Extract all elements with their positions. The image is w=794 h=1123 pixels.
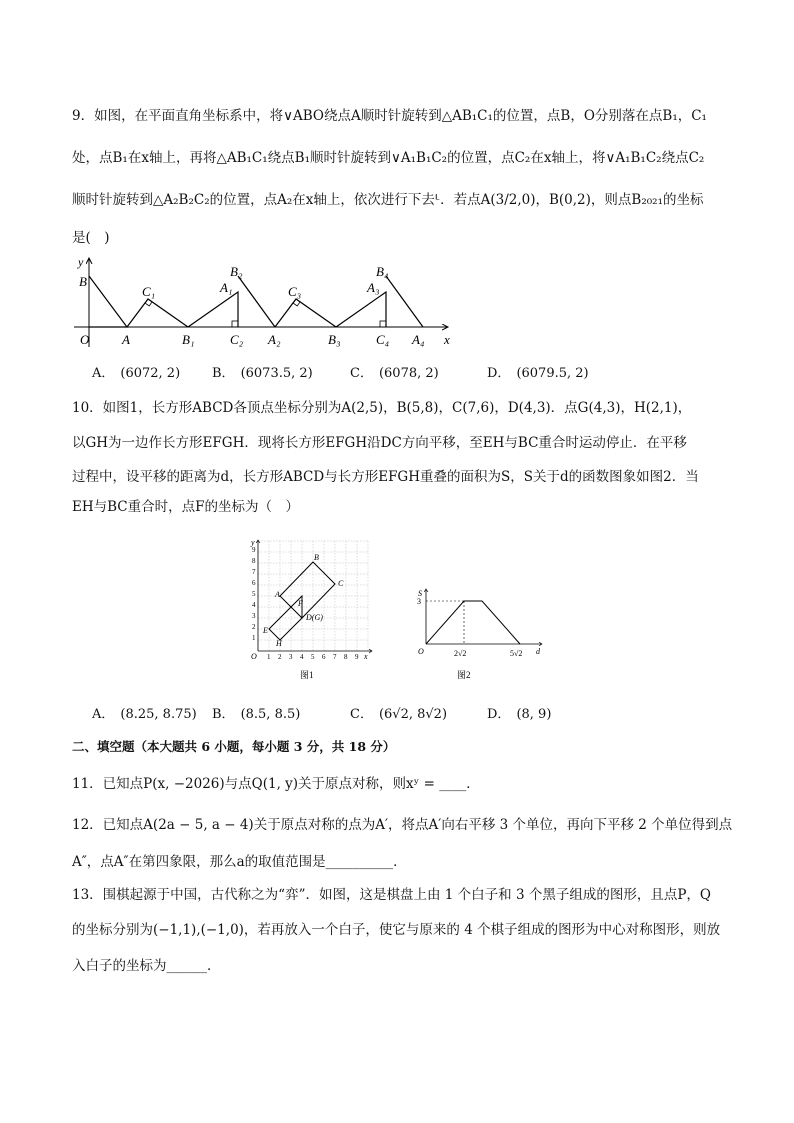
q9-label-C2: C₂ xyxy=(230,332,244,347)
fig1-xtick-1: 1 xyxy=(267,653,271,661)
q9-label-A1: A₁ xyxy=(220,280,233,295)
q11-line: 11．已知点P(x, −2026)与点Q(1, y)关于原点对称，则xʸ = ____． xyxy=(72,776,480,792)
fig1-ytick-3: 3 xyxy=(252,612,256,620)
q10-line-4: EH与BC重合时，点F的坐标为（ ） xyxy=(72,499,299,515)
q9-label-A: A xyxy=(122,332,130,347)
q9-label-A2: A₂ xyxy=(268,332,281,347)
q9-label-C1: C₁ xyxy=(142,284,156,299)
fig1-label-A: A xyxy=(275,590,280,599)
q9-line-3: 顺时针旋转到△A₂B₂C₂的位置，点A₂在x轴上，依次进行下去ᒻ．若点A(3/2,0)，B(0,2)，则点B₂₀₂₁的坐标 xyxy=(72,192,704,208)
fig1-xtick-7: 7 xyxy=(333,653,337,661)
q10-option-c[interactable]: C． (6√2, 8√2) xyxy=(350,707,448,722)
fig1-ytick-7: 7 xyxy=(252,568,256,576)
fig1-label-F: F xyxy=(298,599,303,608)
fig1-xtick-8: 8 xyxy=(344,653,348,661)
q13-line-1: 13．围棋起源于中国，古代称之为“弈”．如图，这是棋盘上由 1 个白子和 3 个黑子组成的图形，且点P，Q xyxy=(72,887,711,903)
triangle-AB1C1 xyxy=(127,299,188,327)
fig1-xtick-6: 6 xyxy=(322,653,326,661)
q9-label-B1: B₁ xyxy=(182,332,195,347)
fig1-label-C: C xyxy=(338,579,344,588)
triangle-A4B4C4 xyxy=(386,276,423,327)
fig1-xtick-4: 4 xyxy=(300,653,304,661)
fig2-label-3: 3 xyxy=(417,597,421,606)
q9-label-O: O xyxy=(80,332,90,347)
fig2-function-graph xyxy=(426,601,520,644)
fig2-caption: 图2 xyxy=(457,670,471,680)
q9-label-B3: B₃ xyxy=(328,332,341,347)
q9-label-x: x xyxy=(444,332,450,347)
fig2-label-5sqrt2: 5√2 xyxy=(510,649,523,658)
q10-line-3: 过程中，设平移的距离为d，长方形ABCD与长方形EFGH重叠的面积为S，S关于d的函数图象如图2．当 xyxy=(72,469,699,485)
fig1-label-B: B xyxy=(314,553,319,562)
fig1-label-O: O xyxy=(251,652,257,661)
fig1-xtick-9: 9 xyxy=(355,653,359,661)
q10-figure-1 xyxy=(244,536,380,682)
q9-option-a[interactable]: A． (6072, 2) xyxy=(92,366,181,381)
q13-line-3: 入白子的坐标为______． xyxy=(72,958,221,974)
fig1-ytick-1: 1 xyxy=(252,634,256,642)
fig1-xtick-5: 5 xyxy=(311,653,315,661)
q9-label-A4: A₄ xyxy=(412,332,425,347)
q9-figure xyxy=(70,252,460,352)
triangle-A2B3C3 xyxy=(275,299,336,327)
q9-label-B: B xyxy=(79,274,87,289)
q12-line-1: 12．已知点A(2a − 5, a − 4)关于原点对称的点为A′，将点A′向右平移 3 个单位，再向下平移 2 个单位得到点 xyxy=(72,817,733,833)
fig1-ytick-4: 4 xyxy=(252,601,256,609)
q13-line-2: 的坐标分别为(−1,1),(−1,0)，若再放入一个白子，使它与原来的 4 个棋子组成的图形为中心对称图形，则放 xyxy=(72,922,721,938)
fig1-label-x: x xyxy=(364,652,368,661)
fig1-caption: 图1 xyxy=(300,670,314,680)
triangle-A3B3C4 xyxy=(336,292,386,327)
triangle-A2B2C2 xyxy=(238,276,275,327)
fig1-ytick-8: 8 xyxy=(252,557,256,565)
q9-label-y: y xyxy=(78,255,84,269)
q9-label-C3: C₃ xyxy=(288,284,302,299)
q9-option-d[interactable]: D． (6079.5, 2) xyxy=(487,366,589,381)
fig1-ytick-5: 5 xyxy=(252,590,256,598)
q9-line-1: 9．如图，在平面直角坐标系中，将∨ABO绕点A顺时针旋转到△AB₁C₁的位置，点B，O分别落在点B₁，C₁ xyxy=(72,108,707,124)
q9-line-2: 处，点B₁在x轴上，再将△AB₁C₁绕点B₁顺时针旋转到∨A₁B₁C₂的位置，点C₂在x轴上，将∨A₁B₁C₂绕点C₂ xyxy=(72,150,705,166)
q9-label-A3: A₃ xyxy=(367,280,380,295)
fig2-label-O: O xyxy=(418,647,424,656)
fig1-ytick-9: 9 xyxy=(252,546,256,554)
q10-line-2: 以GH为一边作长方形EFGH．现将长方形EFGH沿DC方向平移，至EH与BC重合时运动停止．在平移 xyxy=(72,435,687,451)
q10-option-b[interactable]: B． (8.5, 8.5) xyxy=(212,707,301,722)
fig1-label-E: E xyxy=(263,626,268,635)
fig2-label-d: d xyxy=(536,647,540,656)
q10-option-a[interactable]: A． (8.25, 8.75) xyxy=(92,707,197,722)
q9-line-4: 是( ) xyxy=(72,230,110,246)
q9-label-B2: B₂ xyxy=(230,264,243,279)
q9-option-b[interactable]: B． (6073.5, 2) xyxy=(212,366,313,381)
triangle-ABO xyxy=(89,276,127,327)
fig1-ytick-2: 2 xyxy=(252,623,256,631)
fig2-label-S: S xyxy=(418,589,422,598)
fig1-ytick-6: 6 xyxy=(252,579,256,587)
fig1-xtick-2: 2 xyxy=(278,653,282,661)
q10-figure-2 xyxy=(412,584,552,682)
q9-label-B4: B₄ xyxy=(376,264,389,279)
fig1-xtick-3: 3 xyxy=(289,653,293,661)
fig1-label-y: y xyxy=(251,538,255,547)
q12-line-2: A″，点A″在第四象限，那么a的取值范围是__________． xyxy=(72,854,407,870)
triangle-A1B1C2 xyxy=(188,292,238,327)
fig1-label-DG: D(G) xyxy=(306,613,323,622)
section-2-title: 二、填空题（本大题共 6 小题，每小题 3 分，共 18 分） xyxy=(72,739,396,754)
q10-line-1: 10．如图1，长方形ABCD各顶点坐标分别为A(2,5)，B(5,8)，C(7,6)，D(4,3)．点G(4,3)，H(2,1)， xyxy=(72,400,692,416)
fig2-label-2sqrt2: 2√2 xyxy=(454,649,467,658)
q10-option-d[interactable]: D． (8, 9) xyxy=(487,707,552,722)
q9-option-c[interactable]: C． (6078, 2) xyxy=(350,366,439,381)
q9-label-C4: C₄ xyxy=(376,332,390,347)
fig1-label-H: H xyxy=(276,639,282,648)
